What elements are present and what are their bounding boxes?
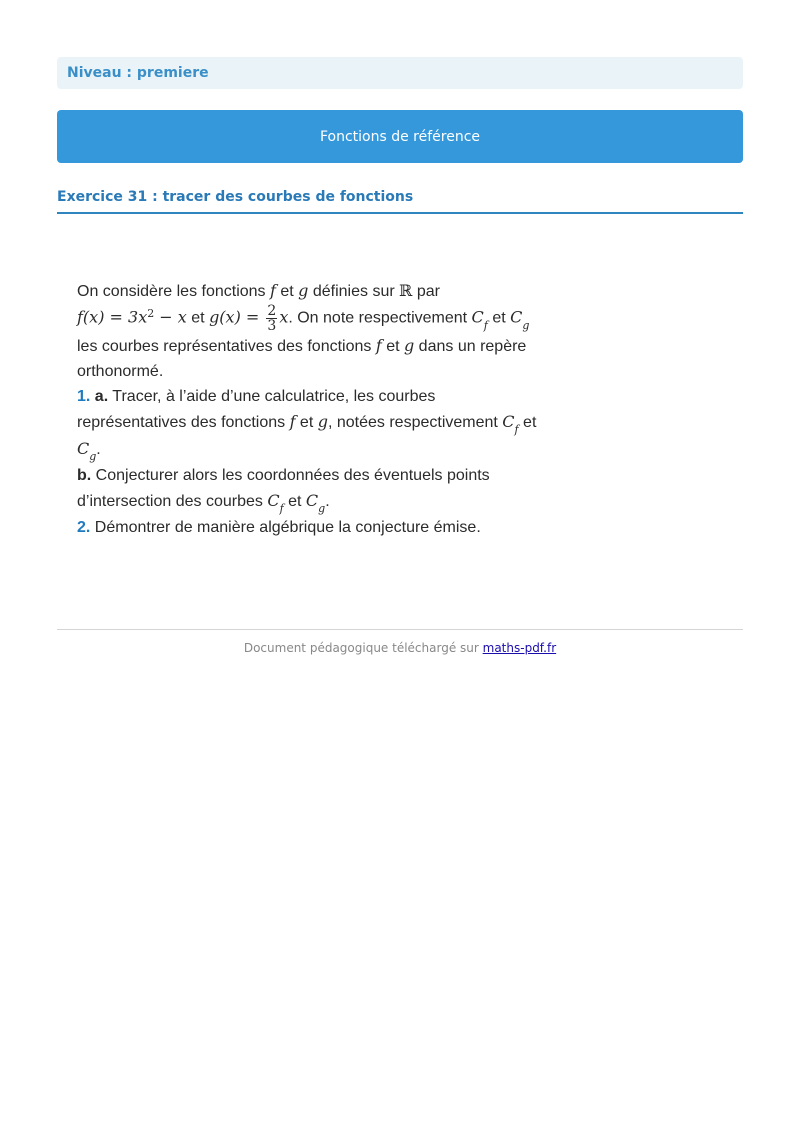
math-gx-tail: x	[279, 307, 289, 327]
math-curve-f: C	[267, 491, 280, 510]
footer-divider	[57, 629, 743, 630]
question-text: Tracer, à l’aide d’une calculatrice, les courbes représentatives des fonctions	[77, 388, 436, 431]
math-fraction	[266, 304, 277, 333]
footer	[57, 641, 743, 655]
question-text: Conjecturer alors les coordonnées des éventuels points d’intersection des courbes	[77, 467, 490, 510]
math-f: f	[270, 281, 276, 300]
chapter-banner	[57, 110, 743, 163]
intro-text: les courbes représentatives des fonctions	[77, 338, 376, 355]
question-text: .	[96, 441, 101, 458]
intro-text: et	[275, 283, 299, 300]
math-curve-f: C	[502, 412, 515, 431]
math-f: f	[289, 412, 296, 431]
math-fx: f(x) = 3x	[77, 307, 148, 327]
exercise-title-text: Exercice 31 : tracer des courbes de fonctions	[57, 189, 414, 205]
math-curve-g: C	[305, 491, 319, 510]
math-f: f	[375, 336, 382, 355]
intro-text: dans un repère orthonormé.	[77, 338, 527, 380]
math-curve-g-sub: g	[89, 450, 97, 463]
exercise-intro	[77, 278, 537, 384]
intro-text: par	[412, 283, 440, 300]
question-text: , notées respectivement	[327, 414, 503, 431]
fraction-denominator: 3	[267, 318, 277, 334]
intro-text: et	[487, 309, 511, 327]
math-reals: ℝ	[399, 281, 413, 300]
intro-text: et	[381, 338, 404, 355]
question-text: et	[518, 414, 537, 431]
level-label: Niveau : premiere	[67, 65, 209, 81]
level-box	[57, 57, 743, 89]
math-curve-g: C	[510, 307, 523, 327]
math-curve-g-sub: g	[318, 502, 326, 515]
question-1a	[77, 384, 537, 463]
question-number: 2.	[77, 519, 91, 536]
math-fx-tail: − x	[154, 307, 187, 327]
math-g: g	[403, 336, 415, 355]
math-g: g	[298, 281, 309, 300]
chapter-title: Fonctions de référence	[319, 128, 481, 145]
question-1b	[77, 463, 537, 515]
exercise-content	[77, 278, 537, 540]
question-number: 1.	[77, 388, 91, 405]
intro-text: définies sur	[308, 283, 400, 300]
math-curve-f-sub: f	[279, 502, 284, 515]
question-letter: a.	[94, 388, 109, 405]
intro-text: et	[186, 309, 210, 327]
math-curve-f-sub: f	[514, 423, 519, 436]
question-text: et	[283, 493, 306, 510]
math-curve-f-sub: f	[483, 318, 488, 332]
math-exponent: 2	[147, 306, 155, 320]
math-curve-g-sub: g	[522, 318, 530, 332]
question-letter: b.	[77, 467, 92, 484]
question-2	[77, 515, 537, 540]
footer-text: Document pédagogique téléchargé sur	[243, 641, 483, 655]
intro-text: On considère les fonctions	[77, 283, 270, 300]
intro-text: . On note respectivement	[288, 309, 472, 327]
exercise-title	[57, 186, 743, 214]
math-gx: g(x) =	[209, 307, 265, 327]
math-g: g	[317, 412, 328, 431]
question-text: Démontrer de manière algébrique la conjecture émise.	[90, 519, 481, 536]
question-text: et	[295, 414, 318, 431]
math-curve-g: C	[77, 439, 90, 458]
question-text: .	[325, 493, 330, 510]
footer-link[interactable]: maths-pdf.fr	[482, 641, 557, 655]
fraction-numerator: 2	[267, 303, 277, 319]
math-curve-f: C	[471, 307, 484, 327]
